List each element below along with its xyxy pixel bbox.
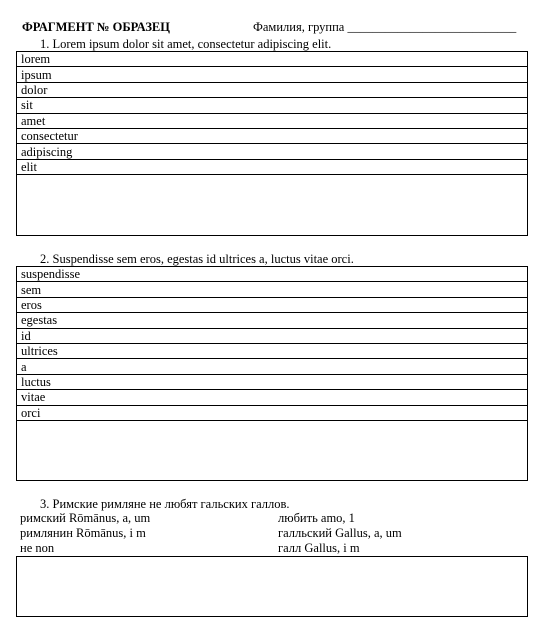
table-row (17, 313, 527, 328)
task-1-heading: 1. Lorem ipsum dolor sit amet, consectetur adipiscing elit. (40, 37, 332, 51)
task-2-word-table (17, 267, 527, 421)
vocab-entry: галл Gallus, i m (278, 541, 360, 555)
word-cell: dolor (17, 82, 527, 97)
vocab-entry: галльский Gallus, a, um (278, 526, 402, 540)
task-3-answer-box[interactable] (16, 556, 528, 617)
table-row (17, 144, 527, 159)
name-group-field[interactable]: Фамилия, группа ___________________________ (253, 20, 517, 34)
table-row (17, 328, 527, 343)
task-1-word-table (17, 52, 527, 175)
word-cell: ultrices (17, 343, 527, 358)
table-row (17, 343, 527, 358)
word-cell: eros (17, 297, 527, 312)
vocab-entry: римлянин Rōmānus, i m (20, 526, 146, 540)
table-row (17, 67, 527, 82)
table-row (17, 359, 527, 374)
table-row (17, 390, 527, 405)
table-row (17, 374, 527, 389)
task-2-heading: 2. Suspendisse sem eros, egestas id ultrices a, luctus vitae orci. (40, 252, 354, 266)
word-cell: sit (17, 98, 527, 113)
word-cell: adipiscing (17, 144, 527, 159)
word-cell: luctus (17, 374, 527, 389)
task-2-answer-box[interactable] (16, 266, 528, 481)
table-row (17, 52, 527, 67)
table-row (17, 282, 527, 297)
table-row (17, 98, 527, 113)
vocab-entry: любить amo, 1 (278, 511, 355, 525)
word-cell: a (17, 359, 527, 374)
task-1-answer-box[interactable] (16, 51, 528, 236)
word-cell: consectetur (17, 128, 527, 143)
word-cell: suspendisse (17, 267, 527, 282)
table-row (17, 267, 527, 282)
word-cell: vitae (17, 390, 527, 405)
word-cell: orci (17, 405, 527, 420)
page-title: ФРАГМЕНТ № ОБРАЗЕЦ (22, 20, 170, 34)
word-cell: lorem (17, 52, 527, 67)
table-row (17, 405, 527, 420)
table-row (17, 159, 527, 174)
word-cell: id (17, 328, 527, 343)
table-row (17, 128, 527, 143)
word-cell: sem (17, 282, 527, 297)
table-row (17, 297, 527, 312)
vocab-entry: не non (20, 541, 55, 555)
word-cell: ipsum (17, 67, 527, 82)
table-row (17, 113, 527, 128)
word-cell: egestas (17, 313, 527, 328)
vocab-entry: римский Rōmānus, a, um (20, 511, 151, 525)
table-row (17, 82, 527, 97)
word-cell: amet (17, 113, 527, 128)
word-cell: elit (17, 159, 527, 174)
task-3-heading: 3. Римские римляне не любят гальских галлов. (40, 497, 290, 511)
